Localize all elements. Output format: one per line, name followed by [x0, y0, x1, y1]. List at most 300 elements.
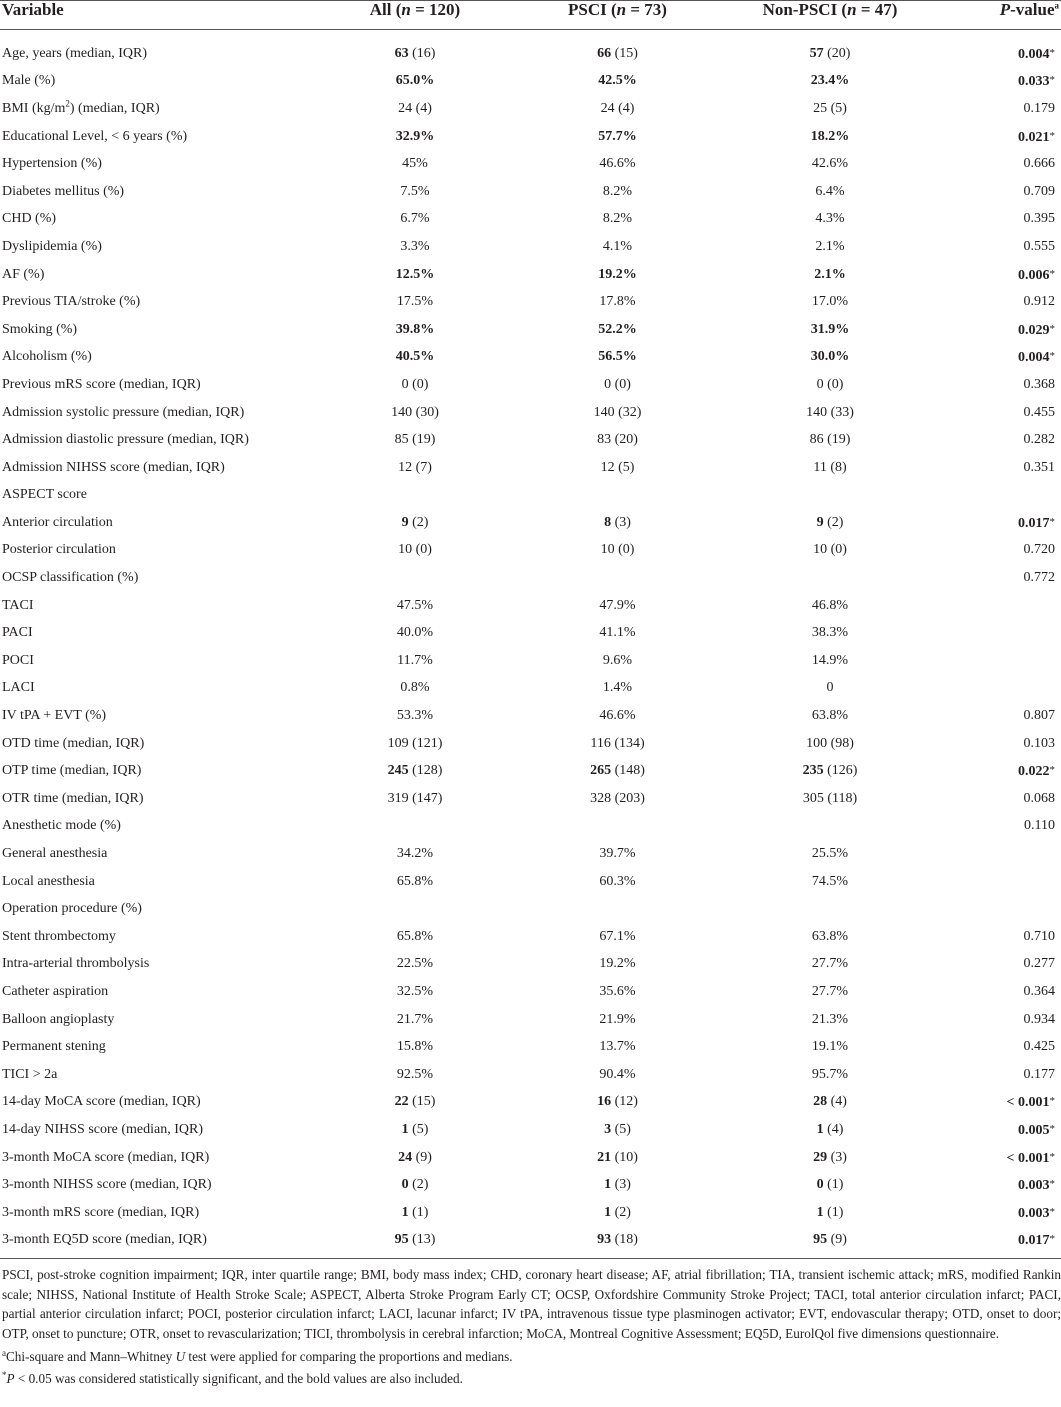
p-value: 0.003 — [1018, 1205, 1050, 1221]
row-variable-label: 14-day NIHSS score (median, IQR) — [2, 1121, 204, 1137]
cell-pos — [520, 178, 715, 206]
cell-neg — [715, 426, 945, 454]
p-value: < 0.001 — [1006, 1150, 1050, 1166]
p-value: 0.017 — [1018, 1233, 1050, 1249]
cell-p-value — [945, 344, 1061, 372]
p-value: 0.033 — [1018, 74, 1050, 90]
row-variable-label: Male (%) — [2, 73, 56, 89]
cell-pos — [520, 1227, 715, 1259]
row-variable-label: Intra-arterial thrombolysis — [2, 956, 150, 972]
cell-pos — [520, 730, 715, 758]
table-row — [0, 261, 1061, 289]
cell-bold-value: 12.5% — [395, 266, 435, 282]
row-variable-label: Dyslipidemia (%) — [2, 238, 102, 254]
footnote-a — [2, 1344, 1061, 1367]
p-value: 0.720 — [1023, 542, 1055, 558]
row-variable-label: Stent thrombectomy — [2, 928, 116, 944]
cell-neg — [715, 95, 945, 123]
cell-neg — [715, 951, 945, 979]
cell-value: 27.7% — [811, 983, 849, 999]
cell-bold-value: 1 — [401, 1204, 409, 1220]
cell-all — [310, 233, 520, 261]
cell-bold-value: 42.5% — [598, 73, 637, 89]
significance-star: * — [1049, 74, 1055, 87]
cell-value: 53.3% — [396, 708, 434, 724]
table-row — [0, 178, 1061, 206]
table-row — [0, 399, 1061, 427]
table-row — [0, 675, 1061, 703]
significance-star: * — [1049, 1233, 1055, 1246]
cell-bold-value: 1 — [604, 1204, 612, 1220]
cell-all — [310, 30, 520, 68]
cell-p-value — [945, 233, 1061, 261]
cell-neg — [715, 1227, 945, 1259]
cell-value: 32.5% — [396, 983, 434, 999]
cell-p-value — [945, 371, 1061, 399]
cell-bold-value: 8 — [604, 514, 612, 530]
cell-value: 0.8% — [400, 680, 430, 696]
cell-bold-value: 39.8% — [395, 321, 435, 337]
table-row — [0, 426, 1061, 454]
cell-all — [310, 288, 520, 316]
cell-neg — [715, 1116, 945, 1144]
cell-all — [310, 730, 520, 758]
cell-p-value — [945, 813, 1061, 841]
cell-p-value — [945, 868, 1061, 896]
row-variable-label: Anterior circulation — [2, 514, 113, 530]
cell-all — [310, 702, 520, 730]
row-variable-label: OTD time (median, IQR) — [2, 735, 145, 751]
significance-star: * — [1049, 267, 1055, 280]
cell-p-value — [945, 1199, 1061, 1227]
cell-neg — [715, 150, 945, 178]
cell-value: 86 (19) — [809, 432, 851, 448]
cell-all — [310, 951, 520, 979]
cell-value: 24 (4) — [600, 100, 635, 116]
cell-bold-value: 21 — [597, 1149, 612, 1165]
row-variable-label: POCI — [2, 652, 34, 668]
cell-value: (15) — [611, 45, 638, 61]
cell-all — [310, 1061, 520, 1089]
row-variable-label: Admission diastolic pressure (median, IQR) — [2, 432, 249, 448]
cell-all — [310, 868, 520, 896]
cell-all — [310, 840, 520, 868]
cell-pos — [520, 592, 715, 620]
table-row — [0, 619, 1061, 647]
cell-value: 90.4% — [599, 1066, 636, 1082]
cell-value: 35.6% — [599, 983, 636, 999]
cell-value: 21.9% — [599, 1011, 636, 1027]
cell-value: 46.8% — [811, 597, 849, 613]
cell-all — [310, 1171, 520, 1199]
cell-neg — [715, 592, 945, 620]
cell-pos — [520, 68, 715, 96]
cell-all — [310, 150, 520, 178]
row-variable-label: Operation procedure (%) — [2, 901, 142, 917]
cell-neg — [715, 868, 945, 896]
significance-star: * — [1049, 1122, 1055, 1135]
cell-bold-value: 66 — [597, 45, 612, 61]
cell-pos — [520, 316, 715, 344]
cell-neg — [715, 509, 945, 537]
row-variable-label: Permanent stening — [2, 1039, 106, 1055]
cell-p-value — [945, 261, 1061, 289]
cell-value: (2) — [408, 514, 429, 530]
cell-value: 0 — [826, 680, 834, 696]
cell-value: 65.8% — [396, 873, 434, 889]
table-row — [0, 757, 1061, 785]
footnote-star-mark: * — [2, 1370, 7, 1381]
cell-p-value — [945, 537, 1061, 565]
cell-p-value — [945, 95, 1061, 123]
cell-bold-value: 52.2% — [598, 321, 637, 337]
cell-value: (1) — [823, 1177, 844, 1193]
cell-value: (128) — [408, 763, 443, 779]
cell-neg — [715, 371, 945, 399]
cell-neg — [715, 261, 945, 289]
cell-neg — [715, 1144, 945, 1172]
cell-value: 63.8% — [811, 928, 849, 944]
cell-all — [310, 813, 520, 841]
cell-all — [310, 537, 520, 565]
row-variable-label: Smoking (%) — [2, 321, 78, 337]
cell-value: 140 (32) — [593, 404, 642, 420]
p-value: 0.022 — [1018, 764, 1050, 780]
cell-neg — [715, 978, 945, 1006]
row-variable-label: 14-day MoCA score (median, IQR) — [2, 1094, 201, 1110]
cell-p-value — [945, 1089, 1061, 1117]
cell-bold-value: 265 — [590, 763, 612, 779]
row-variable-label: 3-month MoCA score (median, IQR) — [2, 1149, 210, 1165]
significance-star: * — [1049, 1178, 1055, 1191]
row-variable-label: PACI — [2, 625, 33, 641]
cell-neg — [715, 178, 945, 206]
cell-value: (1) — [823, 1204, 844, 1220]
p-value: 0.021 — [1018, 129, 1050, 145]
p-value: 0.455 — [1023, 404, 1055, 420]
cell-neg — [715, 1089, 945, 1117]
cell-p-value — [945, 951, 1061, 979]
row-variable-label: 3-month NIHSS score (median, IQR) — [2, 1177, 212, 1193]
cell-all — [310, 785, 520, 813]
header-row — [0, 1, 1061, 30]
cell-pos — [520, 206, 715, 234]
row-variable-label: Catheter aspiration — [2, 983, 109, 999]
cell-value: 63.8% — [811, 708, 849, 724]
significance-star: * — [1049, 350, 1055, 363]
cell-bold-value: 30.0% — [810, 349, 850, 365]
cell-neg — [715, 647, 945, 675]
cell-value: (2) — [408, 1177, 429, 1193]
table-row — [0, 316, 1061, 344]
cell-p-value — [945, 757, 1061, 785]
cell-pos — [520, 619, 715, 647]
row-variable-label: OCSP classification (%) — [2, 570, 139, 586]
cell-pos — [520, 1089, 715, 1117]
p-value: 0.912 — [1023, 294, 1055, 310]
cell-value: 0 (0) — [816, 376, 844, 392]
cell-all — [310, 95, 520, 123]
table-row — [0, 206, 1061, 234]
table-row — [0, 123, 1061, 151]
cell-value: 2.1% — [815, 238, 845, 254]
cell-value: 11 (8) — [813, 459, 847, 475]
cell-bold-value: 245 — [387, 763, 409, 779]
row-variable-label: Previous mRS score (median, IQR) — [2, 376, 201, 392]
p-value: 0.282 — [1023, 432, 1055, 448]
cell-value: (20) — [823, 45, 851, 61]
cell-all — [310, 564, 520, 592]
p-value: 0.425 — [1023, 1039, 1055, 1055]
cell-bold-value: 1 — [816, 1204, 824, 1220]
cell-neg — [715, 619, 945, 647]
p-value: 0.110 — [1024, 818, 1055, 834]
cell-value: 19.1% — [811, 1039, 849, 1055]
cell-bold-value: 95 — [813, 1232, 828, 1248]
cell-value: 7.5% — [400, 183, 430, 199]
footnote-star — [2, 1366, 1061, 1389]
cell-value: 140 (33) — [806, 404, 854, 420]
table-row — [0, 978, 1061, 1006]
cell-pos — [520, 868, 715, 896]
cell-value: 0 (0) — [401, 376, 429, 392]
row-variable-label: BMI $(kg/m^2)$ (median, IQR) — [2, 98, 160, 116]
p-value: 0.017 — [1018, 515, 1050, 531]
cell-value: 6.4% — [815, 183, 845, 199]
abbreviations-note: PSCI, post-stroke cognition impairment; IQR, inter quartile range; BMI, body mass index; CHD, coronary heart disease; AF, atrial fibrillation; TIA, transient ischemic attack; mRS, modified Rankin scale; NIHSS, National Institute of Health Stroke Scale; ASPECT, Alberta Stroke Program Early CT; OCSP, Oxfordshire Community Stroke Project; TACI, total anterior circulation infarct; PACI, partial anterior circulation infarct; POCI, posterior circulation infarct; LACI, lacunar infarct; IV tPA, intravenous tissue type plasminogen activator; EVT, endovascular therapy; OTD, onset to door; OTP, onset to puncture; OTR, onset to revascularization; TICI, thrombolysis in cerebral infarction; MoCA, Montreal Cognitive Assessment; EQ5D, EurolQol five dimensions questionnaire. — [2, 1267, 1061, 1341]
cell-value: 38.3% — [811, 625, 849, 641]
cell-p-value — [945, 730, 1061, 758]
cell-p-value — [945, 675, 1061, 703]
cell-neg — [715, 1199, 945, 1227]
cell-bold-value: 3 — [604, 1121, 612, 1137]
row-variable-label: OTR time (median, IQR) — [2, 790, 144, 806]
cell-value: 4.3% — [815, 211, 845, 227]
table-row — [0, 1171, 1061, 1199]
cell-bold-value: 22 — [394, 1094, 409, 1110]
cell-bold-value: 24 — [398, 1149, 413, 1165]
cell-p-value — [945, 785, 1061, 813]
cell-value: 4.1% — [602, 238, 633, 254]
cell-value: 24 (4) — [398, 100, 432, 116]
cell-value: 65.8% — [396, 928, 434, 944]
cell-p-value — [945, 482, 1061, 510]
cell-neg — [715, 564, 945, 592]
cell-value: (13) — [408, 1232, 436, 1248]
row-variable-label: Posterior circulation — [2, 542, 116, 558]
cell-value: 6.7% — [400, 211, 430, 227]
cell-value: 100 (98) — [806, 735, 854, 751]
cell-p-value — [945, 150, 1061, 178]
cell-value: 45% — [402, 156, 428, 172]
cell-value: 41.1% — [599, 625, 636, 641]
cell-pos — [520, 675, 715, 703]
cell-p-value — [945, 923, 1061, 951]
cell-value: 15.8% — [396, 1039, 434, 1055]
cell-bold-value: 0 — [816, 1177, 824, 1193]
cell-p-value — [945, 1061, 1061, 1089]
cell-pos — [520, 399, 715, 427]
cell-neg — [715, 316, 945, 344]
cell-pos — [520, 454, 715, 482]
cell-value: 34.2% — [396, 846, 434, 862]
cell-all — [310, 1227, 520, 1259]
cell-value: (148) — [611, 763, 645, 779]
footnote-star-text: P < 0.05 was considered statistically significant, and the bold values are also included. — [6, 1371, 463, 1387]
cell-value: (9) — [412, 1149, 432, 1165]
cell-neg — [715, 785, 945, 813]
cell-pos — [520, 923, 715, 951]
cell-pos — [520, 757, 715, 785]
p-value: 0.772 — [1023, 570, 1055, 586]
cell-p-value — [945, 454, 1061, 482]
table-row — [0, 1006, 1061, 1034]
cell-bold-value: 1 — [816, 1121, 824, 1137]
cell-neg — [715, 813, 945, 841]
cell-value: (2) — [611, 1204, 631, 1220]
table-row — [0, 1227, 1061, 1259]
cell-p-value — [945, 1227, 1061, 1259]
cell-p-value — [945, 509, 1061, 537]
table-row — [0, 537, 1061, 565]
cell-all — [310, 206, 520, 234]
cell-neg — [715, 344, 945, 372]
cell-all — [310, 399, 520, 427]
cell-bold-value: 65.0% — [395, 73, 435, 89]
cell-p-value — [945, 1006, 1061, 1034]
row-variable-label: TICI > 2a — [2, 1066, 58, 1082]
cell-bold-value: 2.1% — [814, 266, 846, 282]
row-variable-label: OTP time (median, IQR) — [2, 763, 142, 779]
cell-bold-value: 93 — [597, 1232, 612, 1248]
cell-all — [310, 68, 520, 96]
header-p-value — [945, 1, 1061, 30]
significance-star: * — [1049, 129, 1055, 142]
cell-pos — [520, 895, 715, 923]
cell-value: 25 (5) — [813, 100, 847, 116]
header-non-psci: Non-PSCI (n = 47) — [715, 1, 945, 30]
cell-pos — [520, 785, 715, 813]
cell-pos — [520, 482, 715, 510]
table-row — [0, 150, 1061, 178]
cell-value: (3) — [827, 1149, 847, 1165]
table-body — [0, 30, 1061, 1259]
cell-p-value — [945, 895, 1061, 923]
cell-pos — [520, 1116, 715, 1144]
p-value: 0.103 — [1023, 735, 1055, 751]
cell-bold-value: 57.7% — [598, 128, 637, 144]
cell-pos — [520, 647, 715, 675]
cell-value: 67.1% — [599, 928, 636, 944]
cell-p-value — [945, 592, 1061, 620]
cell-neg — [715, 895, 945, 923]
cell-all — [310, 923, 520, 951]
cell-neg — [715, 537, 945, 565]
cell-value: 46.6% — [599, 156, 636, 172]
row-variable-label: Anesthetic mode (%) — [2, 818, 121, 834]
header-p-label: P-value — [999, 0, 1055, 19]
cell-bold-value: 23.4% — [810, 73, 850, 89]
cell-p-value — [945, 178, 1061, 206]
p-value: 0.068 — [1023, 790, 1055, 806]
cell-p-value — [945, 68, 1061, 96]
cell-value: 9.6% — [602, 652, 633, 668]
p-value: 0.177 — [1023, 1066, 1055, 1082]
cell-value: 25.5% — [811, 846, 849, 862]
row-variable-label: 3-month EQ5D score (median, IQR) — [0, 1227, 310, 1259]
cell-value: (3) — [611, 514, 631, 530]
cell-all — [310, 1116, 520, 1144]
header-psci: PSCI (n = 73) — [520, 1, 715, 30]
cell-bold-value: 19.2% — [598, 266, 637, 282]
cell-value: (1) — [408, 1204, 429, 1220]
cell-value: 12 (5) — [600, 459, 635, 475]
p-value: 0.934 — [1023, 1011, 1055, 1027]
table-row — [0, 1061, 1061, 1089]
cell-bold-value: 29 — [813, 1149, 828, 1165]
cell-neg — [715, 675, 945, 703]
cell-value: 17.8% — [599, 294, 636, 310]
table-row — [0, 1199, 1061, 1227]
table-row — [0, 1116, 1061, 1144]
cell-value: 74.5% — [811, 873, 849, 889]
cell-all — [310, 1089, 520, 1117]
cell-value: 40.0% — [396, 625, 434, 641]
row-variable-label: Admission NIHSS score (median, IQR) — [2, 459, 225, 475]
table-row — [0, 785, 1061, 813]
cell-pos — [520, 30, 715, 68]
cell-neg — [715, 68, 945, 96]
cell-value: 19.2% — [599, 956, 636, 972]
cell-neg — [715, 206, 945, 234]
table-row — [0, 288, 1061, 316]
cell-neg — [715, 399, 945, 427]
row-variable-label: ASPECT score — [2, 487, 87, 503]
table-row — [0, 509, 1061, 537]
cell-pos — [520, 537, 715, 565]
table-row — [0, 454, 1061, 482]
cell-neg — [715, 482, 945, 510]
cell-value: 39.7% — [599, 846, 636, 862]
cell-pos — [520, 344, 715, 372]
cell-all — [310, 178, 520, 206]
cell-pos — [520, 1061, 715, 1089]
cell-neg — [715, 730, 945, 758]
p-value: 0.710 — [1023, 928, 1055, 944]
cell-p-value — [945, 1033, 1061, 1061]
p-value: < 0.001 — [1006, 1095, 1050, 1111]
p-value: 0.368 — [1023, 376, 1055, 392]
cell-value: 60.3% — [599, 873, 636, 889]
cell-all — [310, 757, 520, 785]
significance-star: * — [1049, 1150, 1055, 1163]
p-value: 0.555 — [1023, 238, 1055, 254]
row-variable-label: General anesthesia — [2, 846, 108, 862]
cell-neg — [715, 757, 945, 785]
table-row — [0, 895, 1061, 923]
cell-all — [310, 1033, 520, 1061]
cell-p-value — [945, 619, 1061, 647]
cell-value: 21.7% — [396, 1011, 434, 1027]
p-value: 0.666 — [1023, 156, 1055, 172]
cell-pos — [520, 95, 715, 123]
cell-p-value — [945, 399, 1061, 427]
significance-star: * — [1049, 322, 1055, 335]
cell-value: (18) — [611, 1232, 638, 1248]
row-variable-label: Local anesthesia — [2, 873, 95, 889]
cell-p-value — [945, 1144, 1061, 1172]
cell-neg — [715, 288, 945, 316]
